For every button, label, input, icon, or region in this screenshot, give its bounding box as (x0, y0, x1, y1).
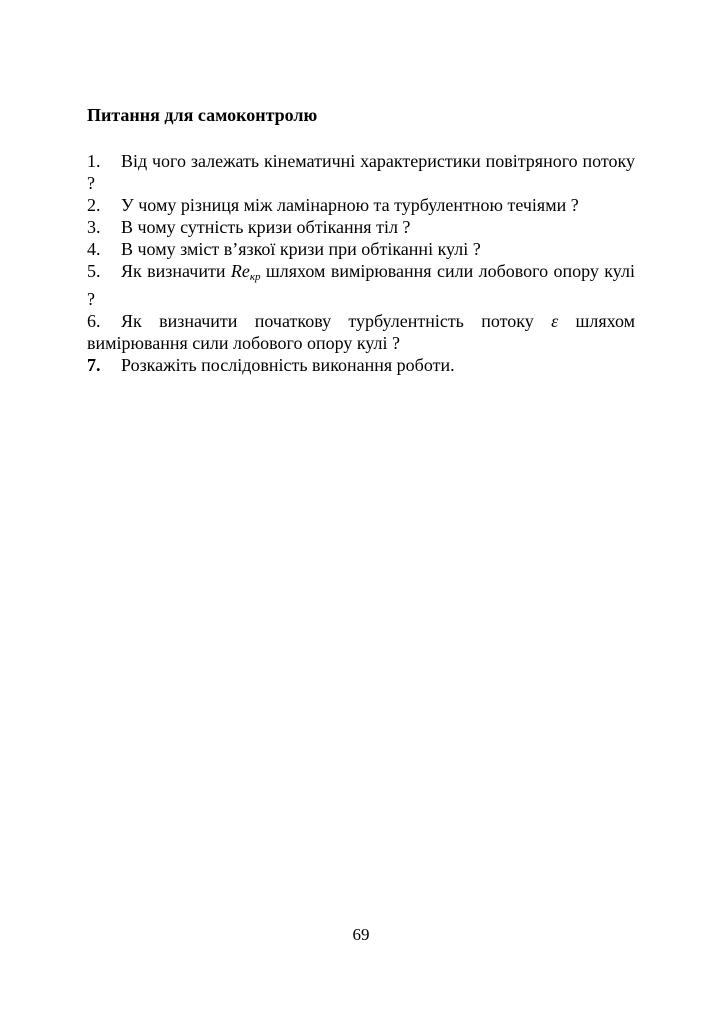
question-text: В чому зміст в’язкої кризи при обтіканні кулі ? (121, 239, 481, 259)
question-text: Від чого залежать кінематичні характеристики повітряного потоку ? (87, 151, 635, 193)
question-number: 4. (87, 239, 101, 259)
page-number: 69 (352, 925, 370, 944)
reynolds-symbol: Re (230, 261, 250, 281)
page-content (87, 104, 635, 376)
question-number: 1. (87, 151, 101, 171)
question-item (87, 194, 635, 216)
question-text: В чому сутність кризи обтікання тіл ? (121, 217, 411, 237)
question-item (87, 354, 635, 376)
question-text: У чому різниця між ламінарною та турбулентною течіями ? (121, 195, 579, 215)
question-text-pre: Як визначити (121, 261, 231, 281)
question-text: Розкажіть послідовність виконання роботи. (121, 355, 455, 375)
question-text-post: шляхом вимірювання сили лобового опору кулі ? (87, 311, 635, 353)
section-heading: Питання для самоконтролю (87, 105, 318, 125)
question-item (87, 238, 635, 260)
question-text-post: шляхом вимірювання сили лобового опору кулі ? (87, 261, 635, 309)
question-item (87, 150, 635, 194)
question-number: 7. (87, 355, 101, 375)
question-number: 3. (87, 217, 101, 237)
question-item (87, 260, 635, 310)
question-item (87, 216, 635, 238)
question-number: 5. (87, 261, 101, 281)
question-number: 2. (87, 195, 101, 215)
question-number: 6. (87, 311, 101, 331)
question-text-pre: Як визначити початкову турбулентність потоку (121, 311, 552, 331)
reynolds-subscript: кр (249, 271, 261, 283)
epsilon-symbol: ε (551, 311, 559, 331)
question-item (87, 310, 635, 354)
